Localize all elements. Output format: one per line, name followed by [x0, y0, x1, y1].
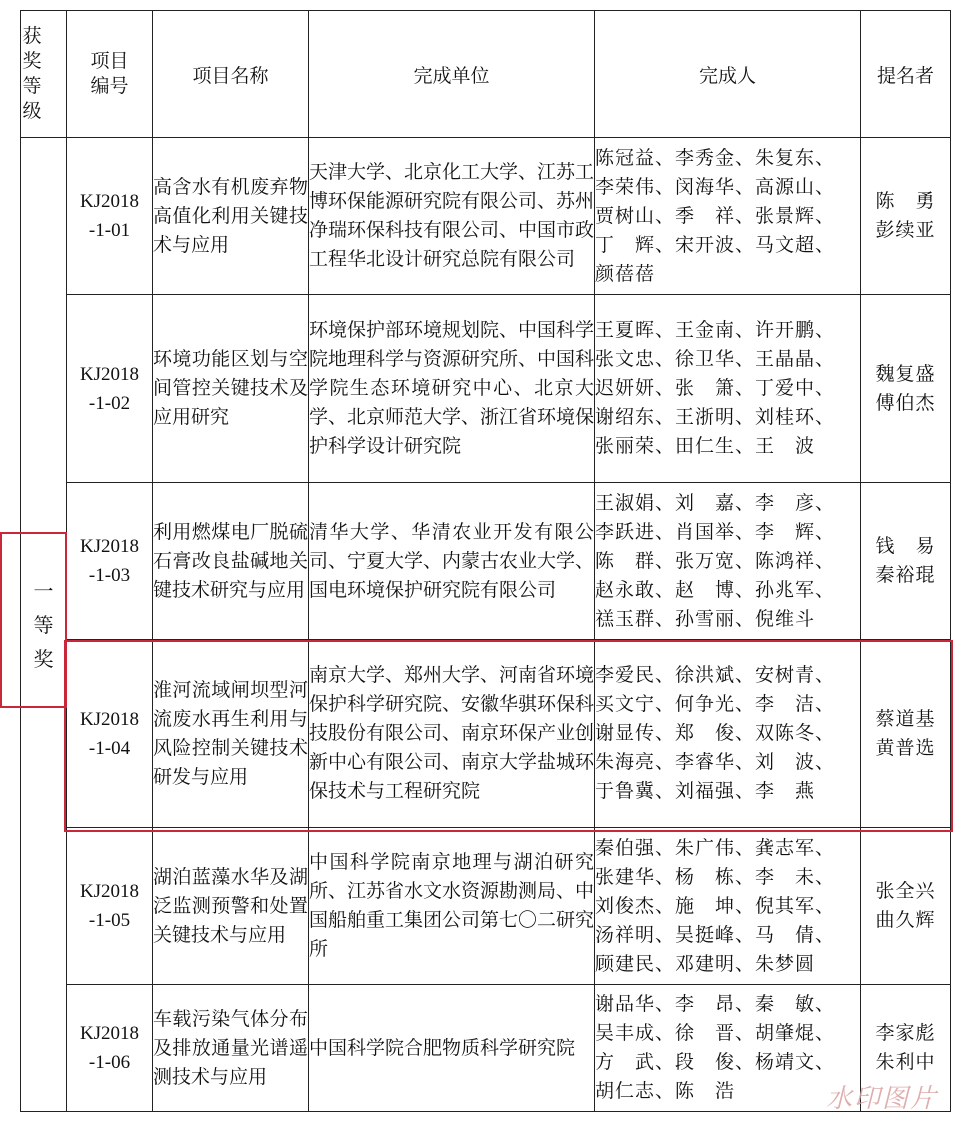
header-name: 项目名称 — [153, 11, 309, 138]
award-level-cell — [21, 138, 67, 1112]
project-code: KJ2018 -1-02 — [67, 295, 153, 483]
table-row-highlighted — [21, 640, 951, 828]
completion-unit: 天津大学、北京化工大学、江苏工博环保能源研究院有限公司、苏州净瑞环保科技有限公司、中国市政工程华北设计研究总院有限公司 — [309, 138, 595, 295]
header-people: 完成人 — [595, 11, 861, 138]
completion-people: 李爱民、徐洪斌、安树青、 买文宁、何争光、李 洁、 谢显传、郑 俊、双陈冬、 朱海亮、李睿华、刘 波、 于鲁冀、刘福强、李 燕 — [595, 640, 861, 828]
project-code: KJ2018 -1-05 — [67, 828, 153, 985]
completion-unit: 中国科学院南京地理与湖泊研究所、江苏省水文水资源勘测局、中国船舶重工集团公司第七〇二研究所 — [309, 828, 595, 985]
award-level: 一等奖 — [33, 578, 54, 671]
project-code: KJ2018 -1-03 — [67, 483, 153, 640]
project-name: 淮河流域闸坝型河流废水再生利用与风险控制关键技术研发与应用 — [153, 640, 309, 828]
nominator: 钱 易 秦裕琨 — [861, 483, 951, 640]
completion-unit: 南京大学、郑州大学、河南省环境保护科学研究院、安徽华骐环保科技股份有限公司、南京环保产业创新中心有限公司、南京大学盐城环保技术与工程研究院 — [309, 640, 595, 828]
completion-people: 谢品华、李 昂、秦 敏、 吴丰成、徐 晋、胡肇焜、 方 武、段 俊、杨靖文、 胡仁志、陈 浩 — [595, 985, 861, 1112]
table-row — [21, 828, 951, 985]
award-table — [20, 10, 951, 1112]
project-name: 车载污染气体分布及排放通量光谱遥测技术与应用 — [153, 985, 309, 1112]
table-row — [21, 295, 951, 483]
header-unit: 完成单位 — [309, 11, 595, 138]
nominator: 魏复盛 傅伯杰 — [861, 295, 951, 483]
project-code: KJ2018 -1-06 — [67, 985, 153, 1112]
table-row — [21, 985, 951, 1112]
project-code: KJ2018 -1-04 — [67, 640, 153, 828]
nominator: 陈 勇 彭续亚 — [861, 138, 951, 295]
nominator: 蔡道基 黄普选 — [861, 640, 951, 828]
completion-people: 王淑娟、刘 嘉、李 彦、 李跃进、肖国举、李 辉、 陈 群、张万宽、陈鸿祥、 赵永敢、赵 博、孙兆军、 禚玉群、孙雪丽、倪维斗 — [595, 483, 861, 640]
project-name: 利用燃煤电厂脱硫石膏改良盐碱地关键技术研究与应用 — [153, 483, 309, 640]
nominator: 张全兴 曲久辉 — [861, 828, 951, 985]
completion-people: 陈冠益、李秀金、朱复东、 李荣伟、闵海华、高源山、 贾树山、季 祥、张景辉、 丁 辉、宋开波、马文超、 颜蓓蓓 — [595, 138, 861, 295]
header-nominator: 提名者 — [861, 11, 951, 138]
project-code: KJ2018 -1-01 — [67, 138, 153, 295]
table-row — [21, 483, 951, 640]
nominator: 李家彪 朱利中 — [861, 985, 951, 1112]
completion-unit: 中国科学院合肥物质科学研究院 — [309, 985, 595, 1112]
project-name: 环境功能区划与空间管控关键技术及应用研究 — [153, 295, 309, 483]
project-name: 湖泊蓝藻水华及湖泛监测预警和处置关键技术与应用 — [153, 828, 309, 985]
project-name: 高含水有机废弃物高值化利用关键技术与应用 — [153, 138, 309, 295]
completion-unit: 环境保护部环境规划院、中国科学院地理科学与资源研究所、中国科学院生态环境研究中心、北京大学、北京师范大学、浙江省环境保护科学设计研究院 — [309, 295, 595, 483]
header-code: 项目编号 — [67, 11, 153, 138]
completion-people: 王夏晖、王金南、许开鹏、 张文忠、徐卫华、王晶晶、 迟妍妍、张 箫、丁爱中、 谢绍东、王浙明、刘桂环、 张丽荣、田仁生、王 波 — [595, 295, 861, 483]
watermark: 水印图片 — [825, 1084, 938, 1114]
completion-people: 秦伯强、朱广伟、龚志军、 张建华、杨 栋、李 未、 刘俊杰、施 坤、倪其军、 汤祥明、吴挺峰、马 倩、 顾建民、邓建明、朱梦圆 — [595, 828, 861, 985]
header-row — [21, 11, 951, 138]
completion-unit: 清华大学、华清农业开发有限公司、宁夏大学、内蒙古农业大学、国电环境保护研究院有限公司 — [309, 483, 595, 640]
table-row — [21, 138, 951, 295]
header-level: 获奖等级 — [21, 11, 67, 138]
